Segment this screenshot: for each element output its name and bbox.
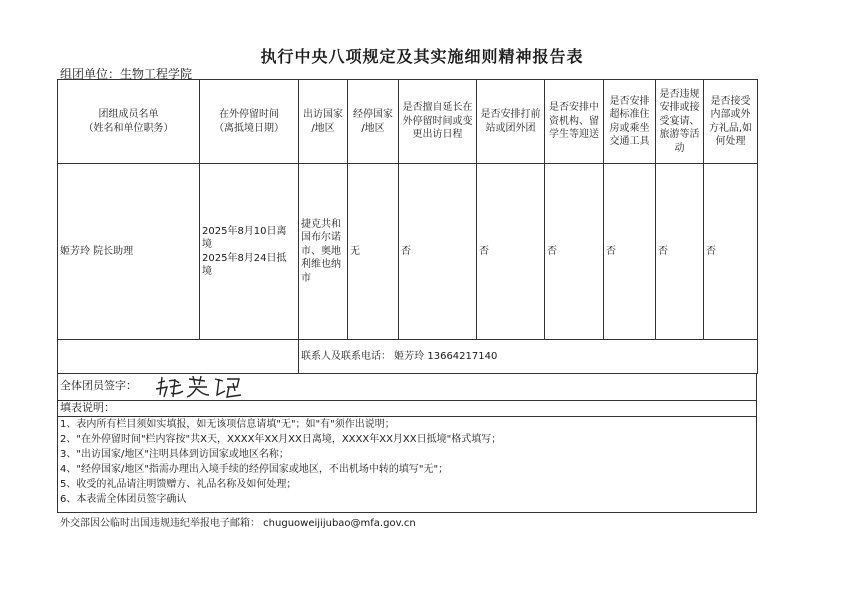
cell-gifts: 否 bbox=[704, 164, 758, 340]
instruction-item: 3、"出访国家/地区"注明具体到访国家或地区名称； bbox=[60, 449, 289, 460]
document-title: 执行中央八项规定及其实施细则精神报告表 bbox=[260, 47, 584, 66]
contact-row bbox=[58, 340, 758, 374]
cell-reception: 否 bbox=[545, 164, 604, 340]
cell-extend-stay: 否 bbox=[399, 164, 477, 340]
cell-advance-team: 否 bbox=[477, 164, 545, 340]
instruction-item: 2、"在外停留时间"栏内容按"共X天，XXXX年XX月XX日离境，XXXX年XX月XX日抵境"格式填写； bbox=[60, 434, 502, 445]
instruction-item: 6、本表需全体团员签字确认 bbox=[60, 494, 187, 505]
header-extend-stay: 是否擅自延长在外停留时间或变更出访日程 bbox=[399, 80, 477, 164]
signature-row bbox=[57, 373, 757, 401]
header-gifts: 是否接受内部或外方礼品,如何处理 bbox=[704, 80, 758, 164]
footer-email: 外交部因公临时出国违规违纪举报电子邮箱： chuguoweijijubao@mfa.gov.cn bbox=[60, 518, 416, 529]
header-advance-team: 是否安排打前站或团外团 bbox=[477, 80, 545, 164]
instruction-item: 5、收受的礼品请注明馈赠方、礼品名称及如何处理； bbox=[60, 479, 297, 490]
instruction-item: 1、表内所有栏目须如实填报，如无该项信息请填"无"；如"有"须作出说明； bbox=[60, 419, 395, 430]
header-reception: 是否安排中资机构、留学生等迎送 bbox=[545, 80, 604, 164]
header-transit: 经停国家 /地区 bbox=[348, 80, 399, 164]
header-member: 团组成员名单 （姓名和单位职务） bbox=[58, 80, 200, 164]
header-banquet: 是否违规安排或接受宴请、旅游等活动 bbox=[656, 80, 704, 164]
instructions-section bbox=[57, 400, 757, 513]
header-stay: 在外停留时间 （离抵境日期） bbox=[200, 80, 299, 164]
instruction-item: 4、"经停国家/地区"指需办理出入境手续的经停国家或地区，不出机场中转的填写"无"； bbox=[60, 464, 449, 475]
cell-stay: 2025年8月10日离境 2025年8月24日抵境 bbox=[200, 164, 299, 340]
contact-empty-cell bbox=[58, 340, 299, 374]
contact-info: 联系人及联系电话： 姬芳玲 13664217140 bbox=[299, 340, 758, 374]
handwritten-signature bbox=[153, 373, 283, 401]
report-table bbox=[57, 79, 758, 374]
cell-accommodation: 否 bbox=[604, 164, 656, 340]
org-label: 组团单位：生物工程学院 bbox=[60, 67, 193, 81]
cell-banquet: 否 bbox=[656, 164, 704, 340]
instructions-title: 填表说明： bbox=[58, 400, 756, 417]
signature-label: 全体团员签字： bbox=[60, 379, 137, 392]
header-row bbox=[58, 80, 758, 164]
table-row bbox=[58, 164, 758, 340]
cell-country: 捷克共和国布尔诺市、奥地利维也纳市 bbox=[299, 164, 348, 340]
cell-transit: 无 bbox=[348, 164, 399, 340]
header-accommodation: 是否安排超标准住房或乘坐交通工具 bbox=[604, 80, 656, 164]
cell-member: 姬芳玲 院长助理 bbox=[58, 164, 200, 340]
header-country: 出访国家 /地区 bbox=[299, 80, 348, 164]
